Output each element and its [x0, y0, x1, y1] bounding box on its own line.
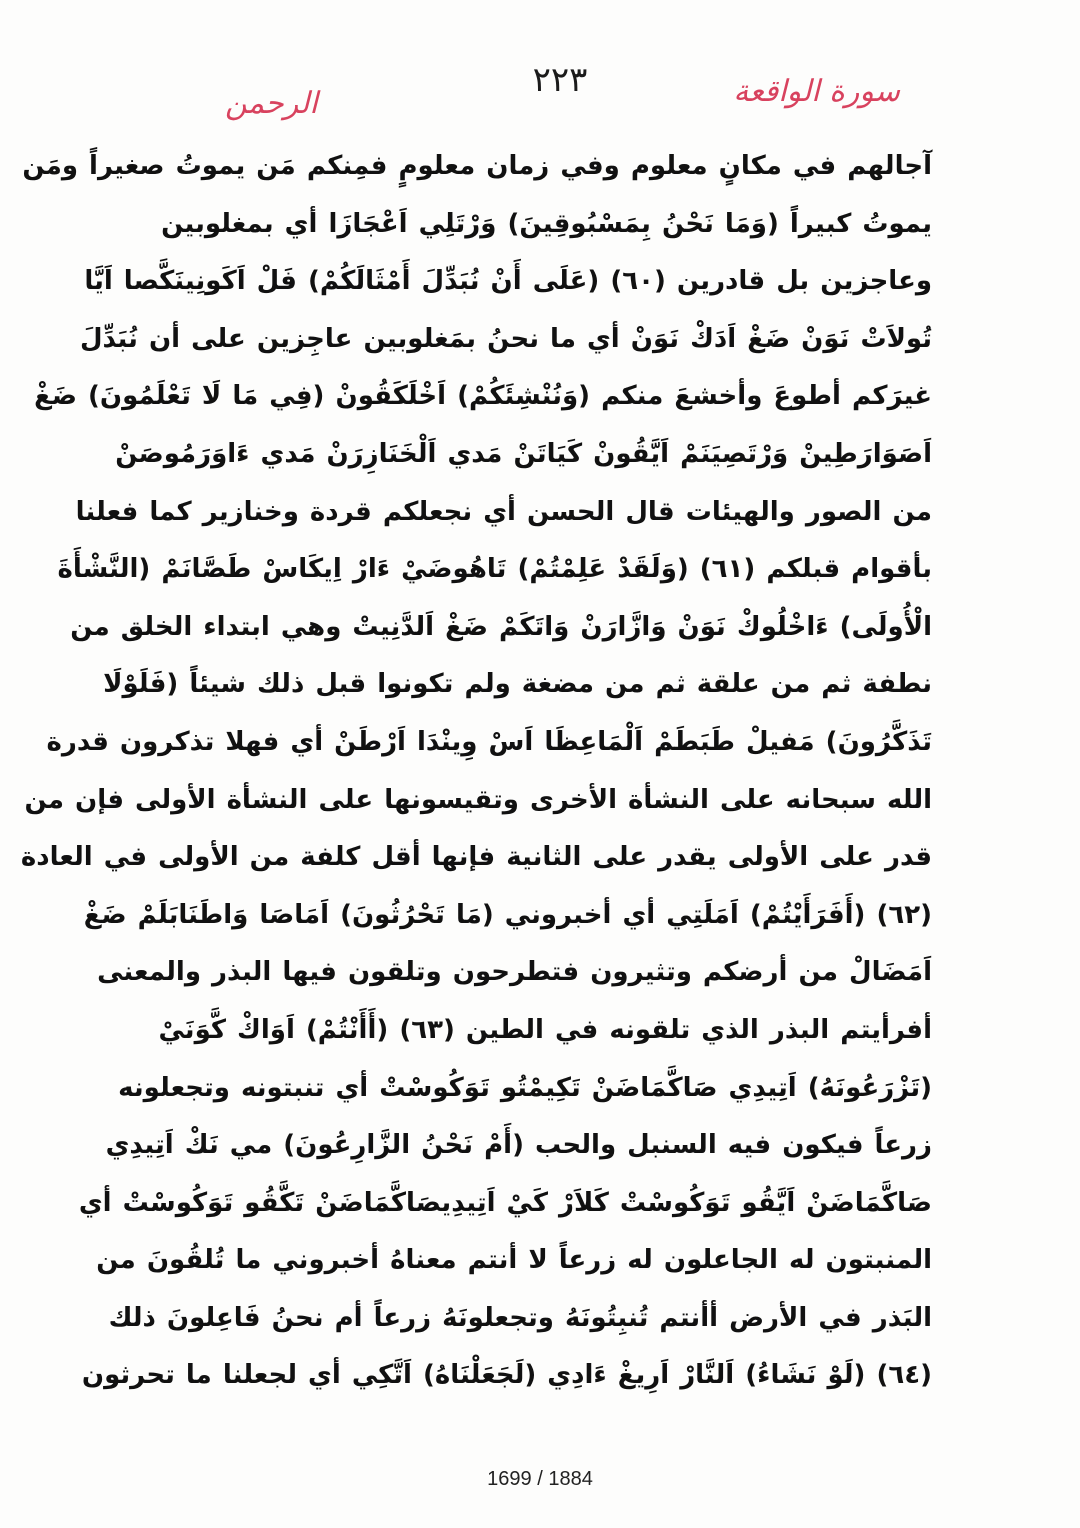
pagination-indicator: 1699 / 1884	[487, 1468, 593, 1490]
text-line: الْأُولَى) ءَاخْلُوكْ نَوَنْ وَازَّارَنْ وَاتَكَمْ ضَغْ اَلدَّنِيتْ وهي ابتداء الخلق من	[70, 611, 932, 642]
text-line: (٦٢) (أَفَرَأَيْتُمْ) اَمَلَتِي أي أخبروني (مَا تَحْرُثُونَ) اَمَاصَا وَاطَنَابَلَمْ ضَغْ	[83, 899, 932, 930]
text-line: بأقوام قبلكم (٦١) (وَلَقَدْ عَلِمْتُمْ) تَاهُوضَيْ ءَارْ اِيكَاسْ طَصَّانَمْ (النَّشْأَةَ	[57, 554, 932, 585]
text-line: نطفة ثم من علقة ثم من مضغة ولم تكونوا قبل ذلك شيئاً (فَلَوْلَا	[103, 669, 932, 700]
text-line: من الصور والهيئات قال الحسن أي نجعلكم قردة وخنازير كما فعلنا	[75, 496, 932, 527]
text-line: يموتُ كبيراً (وَمَا نَحْنُ بِمَسْبُوقِينَ) وَرْتَلِي اَعْجَازَا أي بمغلوبين	[161, 208, 932, 239]
text-line: آجالهم في مكانٍ معلوم وفي زمان معلومٍ فمِنكم مَن يموتُ صغيراً ومَن	[22, 151, 932, 181]
handwritten-margin-note: الرحمن	[225, 86, 318, 121]
text-line: صَاكَّمَاضَنْ اَيَّقُو تَوَكُوسْتْ كَلاَرْ كَيْ اَتِيدِيصَاكَّمَاضَنْ تَكَّقُو تَوَكُوسْتْ أي	[78, 1187, 932, 1218]
text-line: أفرأيتم البذر الذي تلقونه في الطين (٦٣) (أَأَنْتُمْ) اَوَاكْ كَّوَنَيْ	[158, 1014, 932, 1045]
text-line: المنبتون له الجاعلون له زرعاً لا أنتم معناهُ أخبروني ما تُلقُونَ من	[96, 1245, 932, 1276]
text-line: (٦٤) (لَوْ نَشَاءُ) اَلنَّارْ اَرِيغْ ءَادِي (لَجَعَلْنَاهُ) اَتَّكِي أي لجعلنا ما تحرثون	[81, 1360, 932, 1391]
text-line: الله سبحانه على النشأة الأخرى وتقيسونها على النشأة الأولى فإن من	[24, 784, 932, 815]
handwritten-surah-note: سورة الواقعة	[733, 74, 900, 109]
text-line: غيرَكم أطوعَ وأخشعَ منكم (وَنُنْشِئَكُمْ) اَخْلَكَقُونْ (فِي مَا لَا تَعْلَمُونَ) ضَغْ	[34, 381, 932, 412]
text-line: اَصَوَارَطِينْ وَرْتَصِيَنَمْ اَيَّقُونْ كَيَاتَنْ مَدي اَلْخَنَازِرَنْ مَدي ءَاوَرَمُوصَنْ	[115, 438, 932, 469]
text-line: (تَزْرَعُونَهُ) اَتِيدِي صَاكَّمَاضَنْ تَكِيمْتُو تَوَكُوسْتْ أي تنبتونه وتجعلونه	[118, 1072, 932, 1103]
text-line: قدر على الأولى يقدر على الثانية فإنها أقل كلفة من الأولى في العادة	[20, 842, 932, 873]
text-line: البَذر في الأرض أأنتم تُنبِتُونَهُ وتجعلونَهُ زرعاً أم نحنُ فَاعِلونَ ذلك	[108, 1302, 932, 1333]
text-line: زرعاً فيكون فيه السنبل والحب (أَمْ نَحْنُ الزَّارِعُونَ) مي نَكْ اَتِيدِي	[105, 1130, 932, 1161]
body-text	[20, 138, 932, 1405]
text-line: وعاجزين بل قادرين (٦٠) (عَلَى أَنْ نُبَدِّلَ أَمْثَالَكُمْ) فَلْ اَكَونِينَكَّصا اَيَّا	[84, 266, 932, 297]
text-line: تَذَكَّرُونَ) مَفيلْ طَبَطَمْ اَلْمَاعِظَا اَسْ وِينْدَا اَرْطَنْ أي فهلا تذكرون قدرة	[46, 726, 932, 757]
page-number: ٢٢٣	[532, 60, 588, 100]
text-line: تُولاَتْ نَوَنْ ضَغْ اَدَكْ نَوَنْ أي ما نحنُ بمَغلوبين عاجِزين على أن نُبَدِّلَ	[79, 323, 932, 354]
text-line: اَمَضَالْ من أرضكم وتثيرون فتطرحون وتلقون فيها البذر والمعنى	[97, 957, 932, 988]
